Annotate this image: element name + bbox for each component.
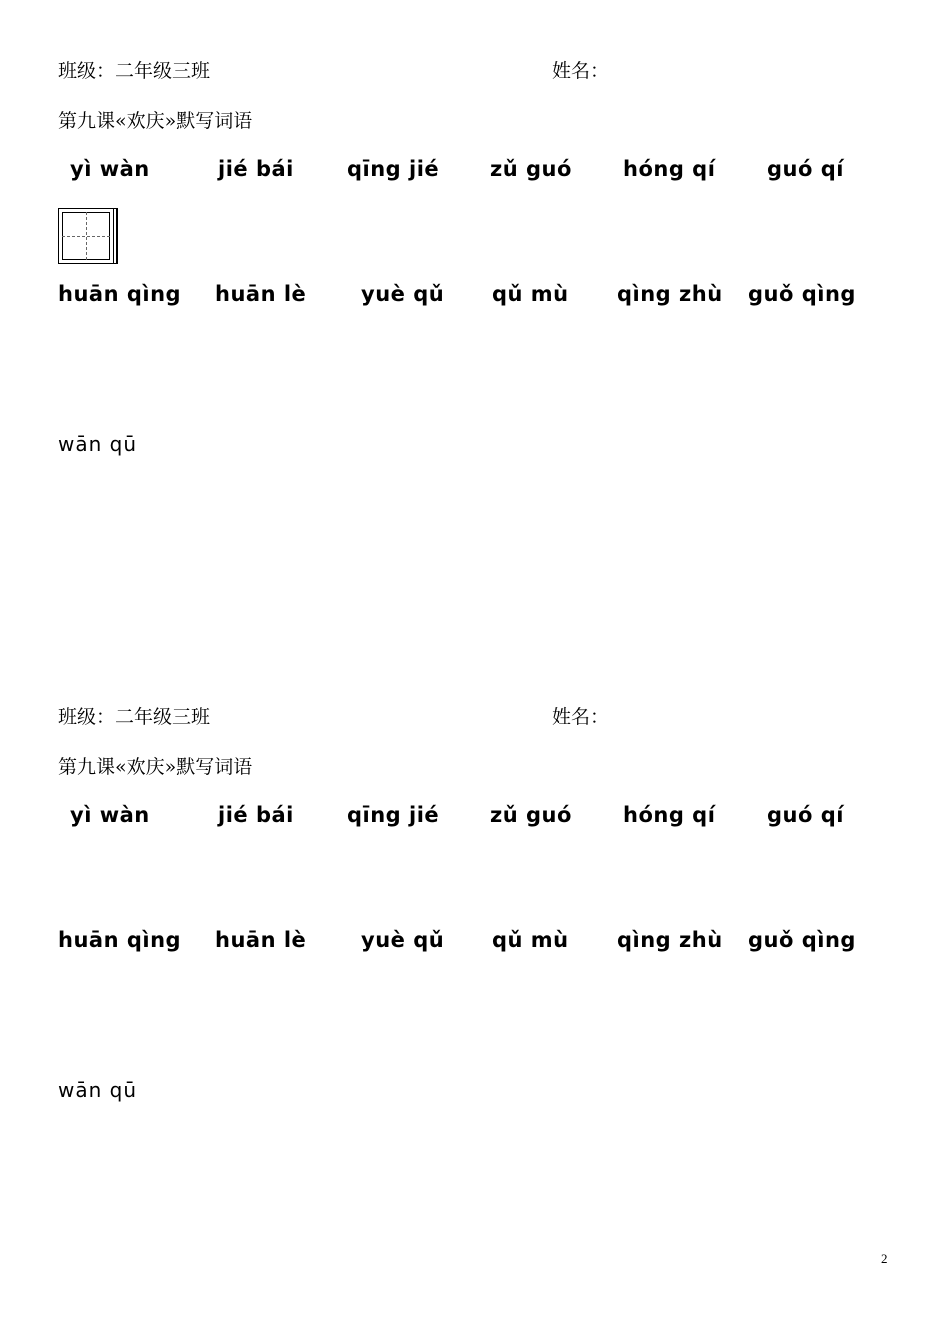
pinyin-word: qìng zhù — [617, 282, 723, 306]
pinyin-word: yì wàn — [70, 803, 150, 827]
pinyin-word: huān lè — [215, 928, 307, 952]
pinyin-word: qīng jié — [347, 157, 440, 181]
pinyin-word: yuè qǔ — [361, 282, 445, 306]
page-number: 2 — [881, 1251, 888, 1266]
worksheet-bottom — [0, 646, 950, 1286]
writing-grid-vertical-guide — [86, 212, 87, 260]
name-label: 姓名： — [552, 60, 610, 82]
pinyin-word: jié bái — [218, 803, 294, 827]
pinyin-word: huān qìng — [58, 282, 182, 306]
pinyin-word: zǔ guó — [490, 157, 572, 181]
pinyin-word: guǒ qìng — [748, 928, 856, 952]
pinyin-word-extra: wān qū — [58, 1078, 138, 1102]
pinyin-word: hóng qí — [623, 803, 716, 827]
pinyin-word: huān lè — [215, 282, 307, 306]
name-label: 姓名： — [552, 706, 610, 728]
pinyin-word: guó qí — [767, 803, 844, 827]
pinyin-word: zǔ guó — [490, 803, 572, 827]
pinyin-word: jié bái — [218, 157, 294, 181]
pinyin-word: qìng zhù — [617, 928, 723, 952]
pinyin-word: guó qí — [767, 157, 844, 181]
lesson-title: 第九课«欢庆»默写词语 — [58, 110, 253, 132]
class-label: 班级：二年级三班 — [58, 60, 211, 82]
pinyin-word-extra: wān qū — [58, 432, 138, 456]
pinyin-word: hóng qí — [623, 157, 716, 181]
class-label: 班级：二年级三班 — [58, 706, 211, 728]
lesson-title: 第九课«欢庆»默写词语 — [58, 756, 253, 778]
pinyin-word: qǔ mù — [492, 282, 569, 306]
pinyin-word: yì wàn — [70, 157, 150, 181]
pinyin-word: guǒ qìng — [748, 282, 856, 306]
writing-grid-box — [58, 208, 114, 264]
pinyin-word: qǔ mù — [492, 928, 569, 952]
pinyin-word: yuè qǔ — [361, 928, 445, 952]
pinyin-word: huān qìng — [58, 928, 182, 952]
worksheet-top — [0, 0, 950, 640]
pinyin-word: qīng jié — [347, 803, 440, 827]
